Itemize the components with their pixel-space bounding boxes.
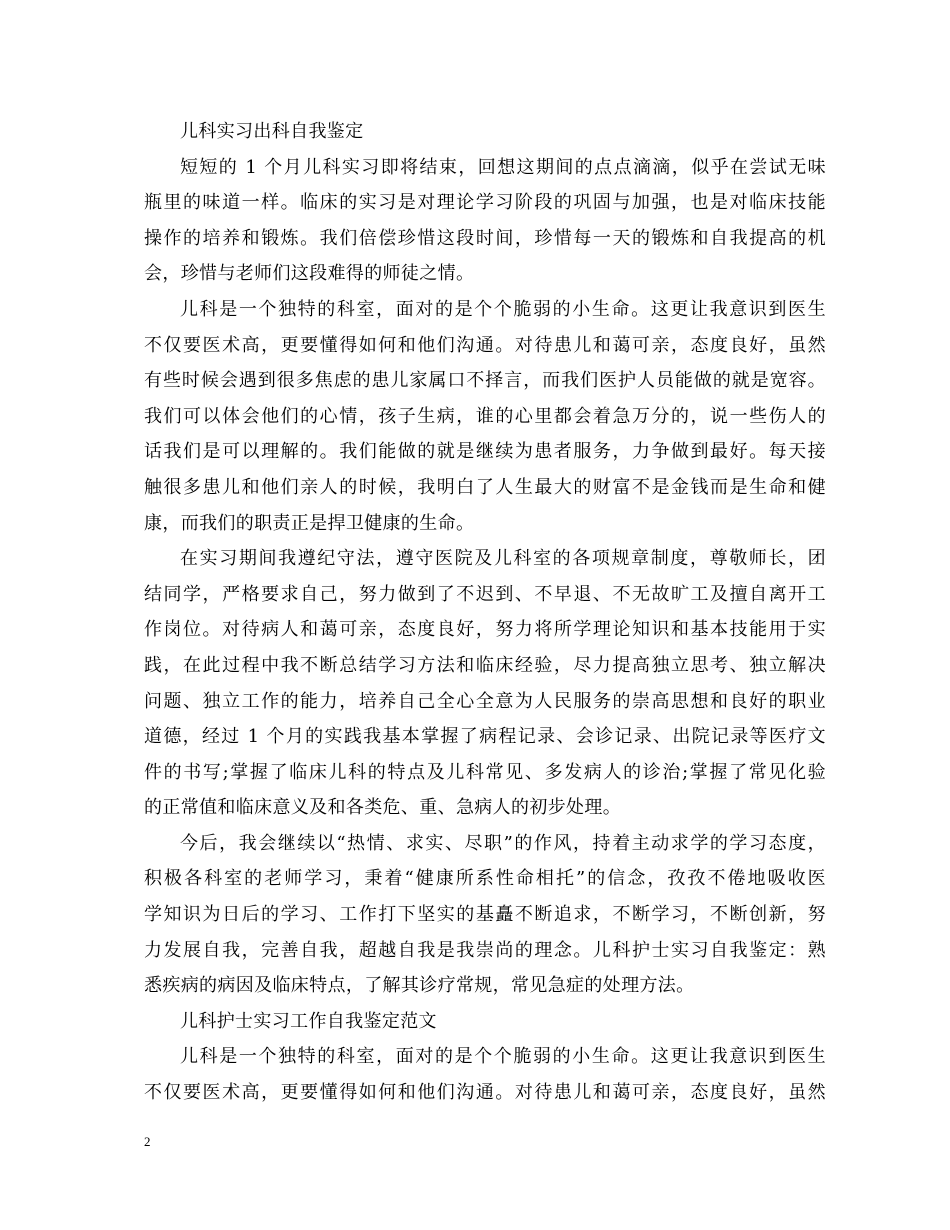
text-line: 道德，经过 1 个月的实践我基本掌握了病程记录、会诊记录、出院记录等医疗文 <box>144 726 826 748</box>
section-heading: 儿科护士实习工作自我鉴定范文 <box>180 1010 437 1032</box>
text-line: 今后，我会继续以“热情、求实、尽职”的作风，持着主动求学的学习态度， <box>180 832 826 854</box>
text-line: 有些时候会遇到很多焦虑的患儿家属口不择言，而我们医护人员能做的就是宽容。 <box>144 370 826 392</box>
text-line: 瓶里的味道一样。临床的实习是对理论学习阶段的巩固与加强，也是对临床技能 <box>144 192 826 214</box>
text-line: 康，而我们的职责正是捍卫健康的生命。 <box>144 512 475 534</box>
text-line: 积极各科室的老师学习，秉着“健康所系性命相托”的信念，孜孜不倦地吸收医 <box>144 868 826 890</box>
text-line: 短短的 1 个月儿科实习即将结束，回想这期间的点点滴滴，似乎在尝试无味 <box>180 156 826 178</box>
text-line: 话我们是可以理解的。我们能做的就是继续为患者服务，力争做到最好。每天接 <box>144 441 826 463</box>
text-line: 儿科是一个独特的科室，面对的是个个脆弱的小生命。这更让我意识到医生 <box>180 1046 826 1068</box>
text-line: 不仅要医术高，更要懂得如何和他们沟通。对待患儿和蔼可亲，态度良好，虽然 <box>144 1082 826 1104</box>
text-line: 触很多患儿和他们亲人的时候，我明白了人生最大的财富不是金钱而是生命和健 <box>144 476 826 498</box>
text-line: 结同学，严格要求自己，努力做到了不迟到、不早退、不无故旷工及擅自离开工 <box>144 583 826 605</box>
text-line: 学知识为日后的学习、工作打下坚实的基矗不断追求，不断学习，不断创新，努 <box>144 904 826 926</box>
text-line: 件的书写;掌握了临床儿科的特点及儿科常见、多发病人的诊治;掌握了常见化验 <box>144 761 826 783</box>
document-title: 儿科实习出科自我鉴定 <box>180 121 364 142</box>
text-line: 我们可以体会他们的心情，孩子生病，谁的心里都会着急万分的，说一些伤人的 <box>144 405 826 427</box>
text-line: 儿科是一个独特的科室，面对的是个个脆弱的小生命。这更让我意识到医生 <box>180 298 826 320</box>
text-line: 操作的培养和锻炼。我们倍偿珍惜这段时间，珍惜每一天的锻炼和自我提高的机 <box>144 227 826 249</box>
document-body <box>144 114 826 1111</box>
text-line: 不仅要医术高，更要懂得如何和他们沟通。对待患儿和蔼可亲，态度良好，虽然 <box>144 334 826 356</box>
text-line: 力发展自我，完善自我，超越自我是我崇尚的理念。儿科护士实习自我鉴定：熟 <box>144 939 826 961</box>
text-line: 作岗位。对待病人和蔼可亲，态度良好，努力将所学理论知识和基本技能用于实 <box>144 619 826 641</box>
text-line: 践，在此过程中我不断总结学习方法和临床经验，尽力提高独立思考、独立解决 <box>144 654 826 676</box>
text-line: 在实习期间我遵纪守法，遵守医院及儿科室的各项规章制度，尊敬师长，团 <box>180 548 826 570</box>
page-number: 2 <box>144 1134 151 1149</box>
text-line: 悉疾病的病因及临床特点，了解其诊疗常规，常见急症的处理方法。 <box>144 975 695 997</box>
text-line: 会，珍惜与老师们这段难得的师徒之情。 <box>144 263 475 285</box>
text-line: 的正常值和临床意义及和各类危、重、急病人的初步处理。 <box>144 797 622 819</box>
text-line: 问题、独立工作的能力，培养自己全心全意为人民服务的崇高思想和良好的职业 <box>144 690 826 712</box>
